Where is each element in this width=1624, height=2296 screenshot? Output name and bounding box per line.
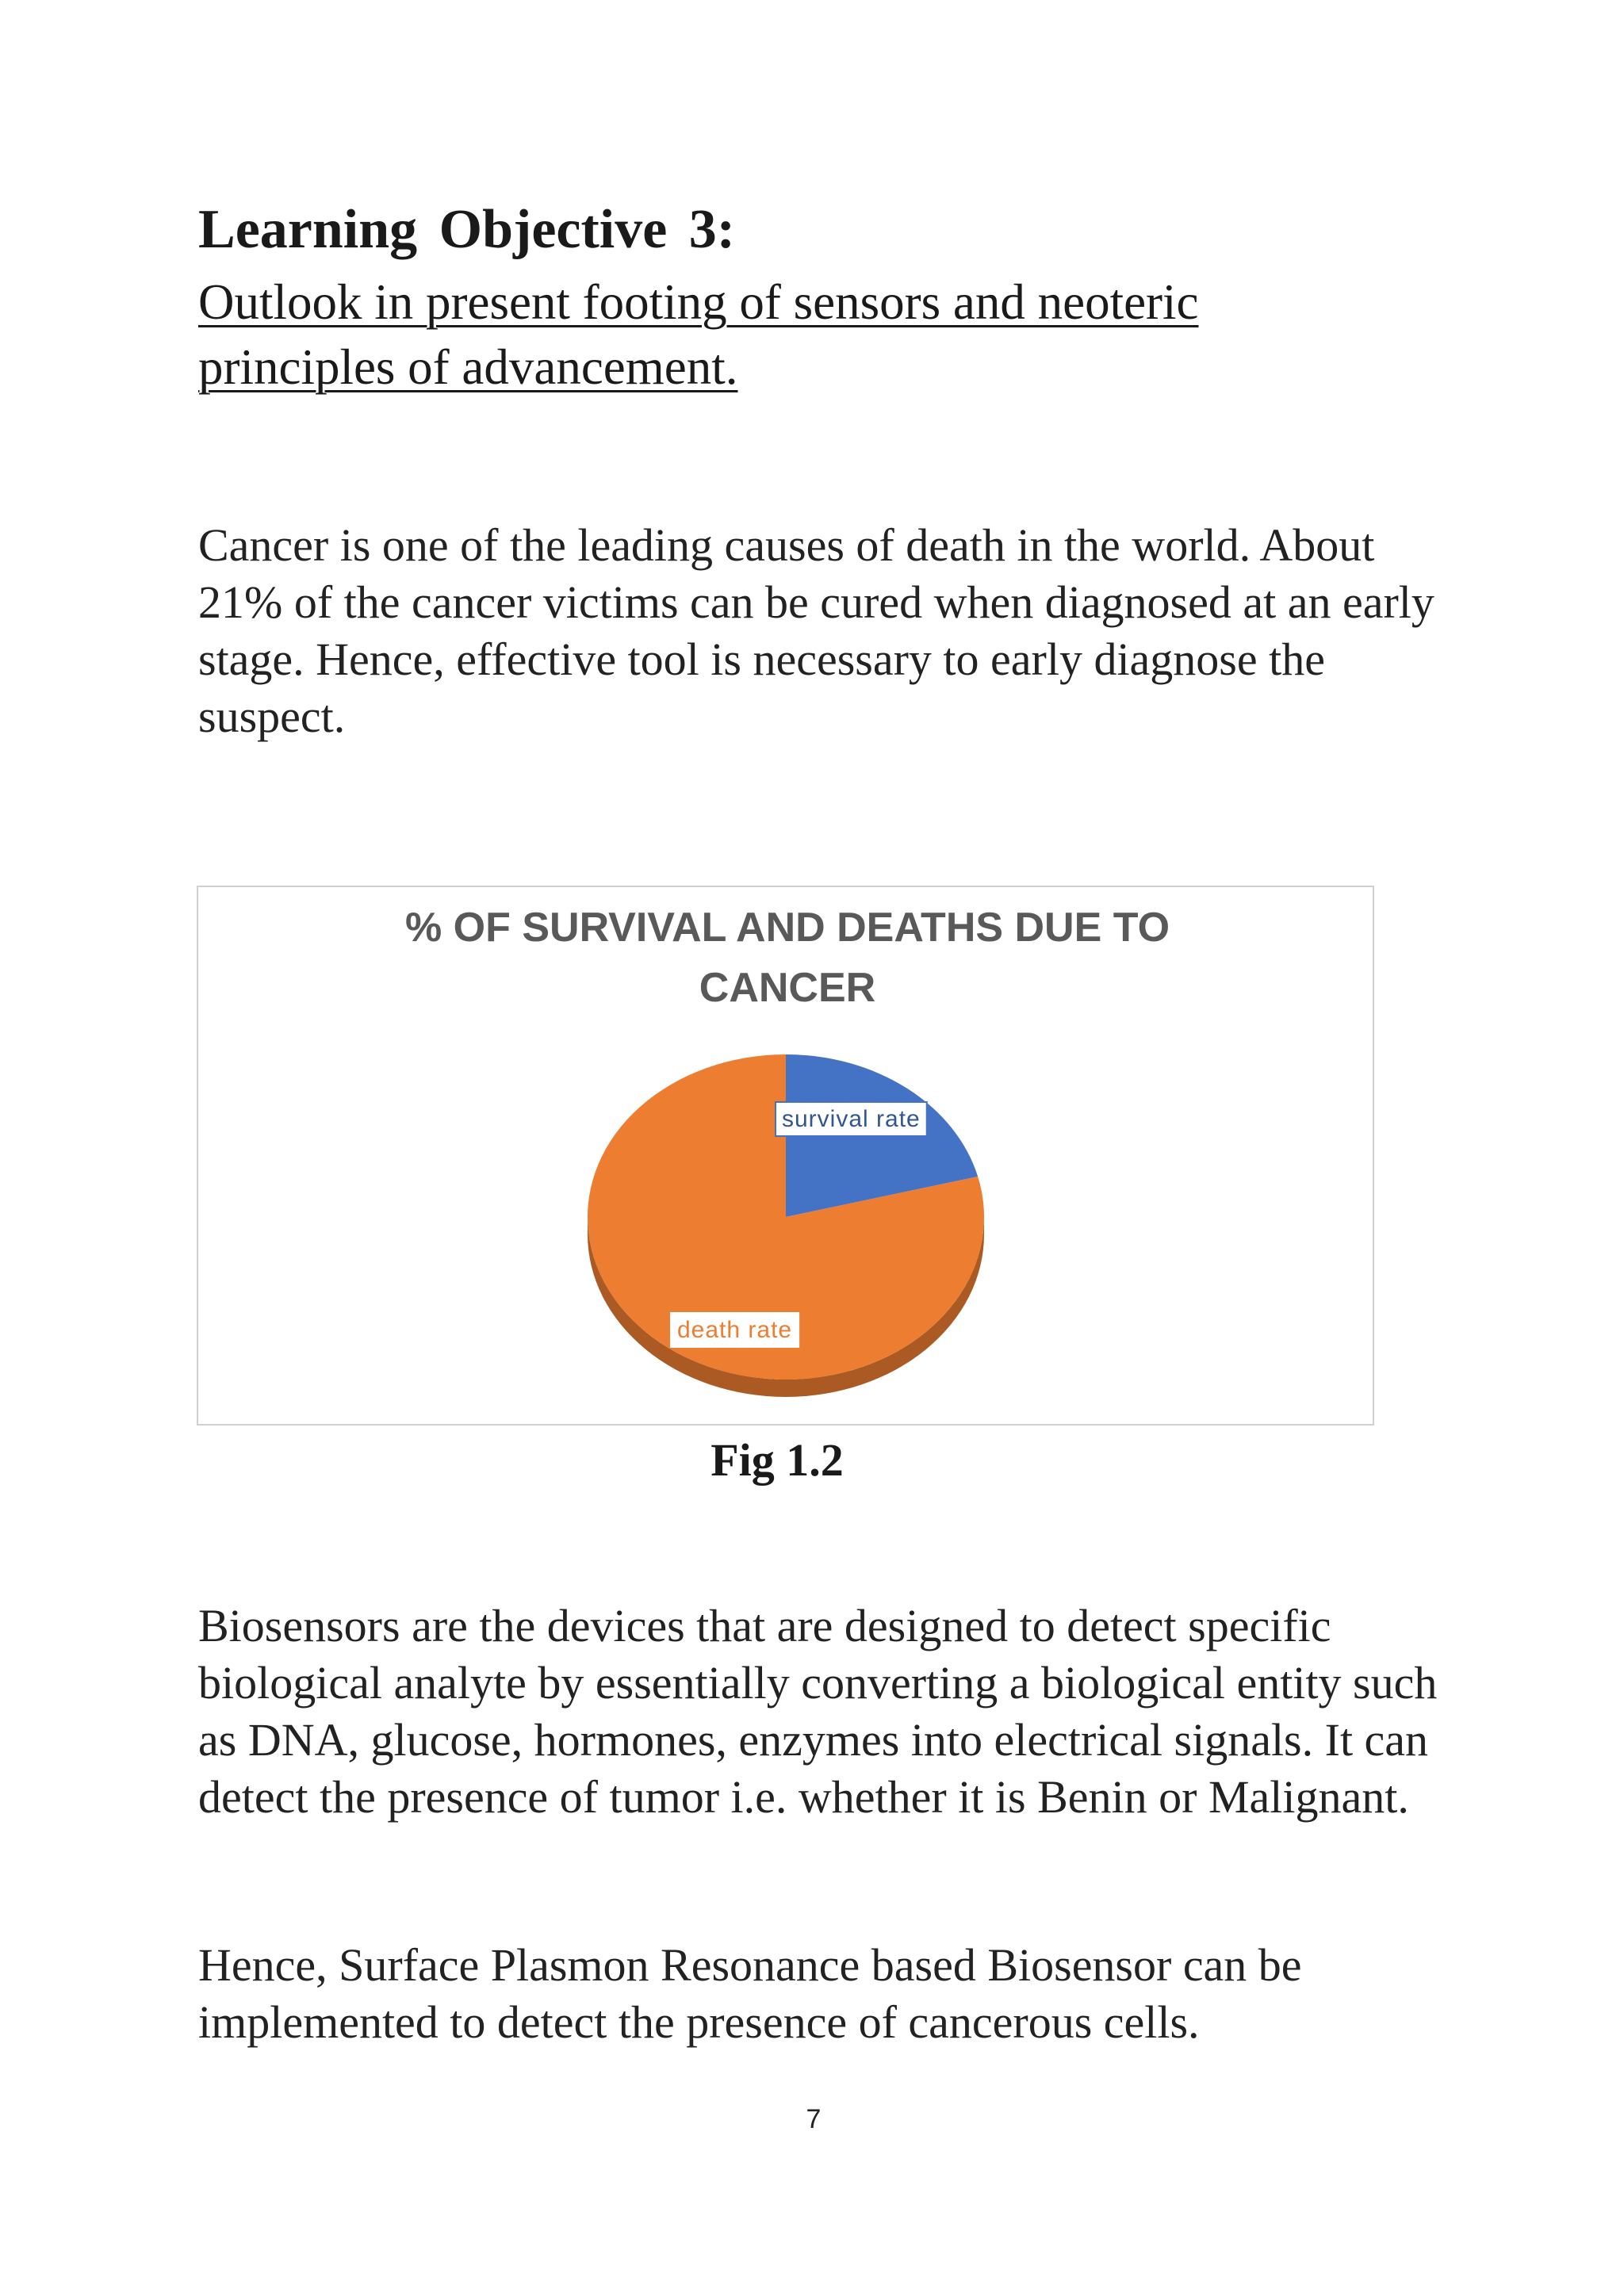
chart-title-line-1: % OF SURVIVAL AND DEATHS DUE TO (404, 905, 1170, 951)
paragraph-intro: Cancer is one of the leading causes of death in the world. About 21% of the cancer victims can be cured when diagnosed at an early stage. Hence, effective tool is necessary to early diagnose the suspect. (198, 519, 1434, 742)
pie-label-survival-rate (776, 1102, 927, 1136)
pie-chart (198, 887, 1373, 1424)
section-heading: Learning Objective 3: (198, 199, 736, 260)
paragraph-spr: Hence, Surface Plasmon Resonance based Biosensor can be implemented to detect the presence of cancerous cells. (198, 1939, 1302, 2048)
chart-title-line-2: CANCER (699, 965, 876, 1011)
section-subheading: Outlook in present footing of sensors and neoteric principles of advancement. (198, 274, 1199, 395)
page-number: 7 (806, 2104, 822, 2134)
pie-label-text: survival rate (782, 1106, 921, 1132)
pie-label-text: death rate (677, 1317, 793, 1343)
paragraph-biosensors: Biosensors are the devices that are designed to detect specific biological analyte by essentially converting a biological entity such as DNA, glucose, hormones, enzymes into electrical signals. It can detect the presence of tumor i.e. whether it is Benin or Malignant. (198, 1600, 1438, 1823)
pie-chart-container (197, 886, 1374, 1425)
figure-caption: Fig 1.2 (710, 1434, 844, 1486)
pie-label-death-rate (671, 1313, 799, 1347)
